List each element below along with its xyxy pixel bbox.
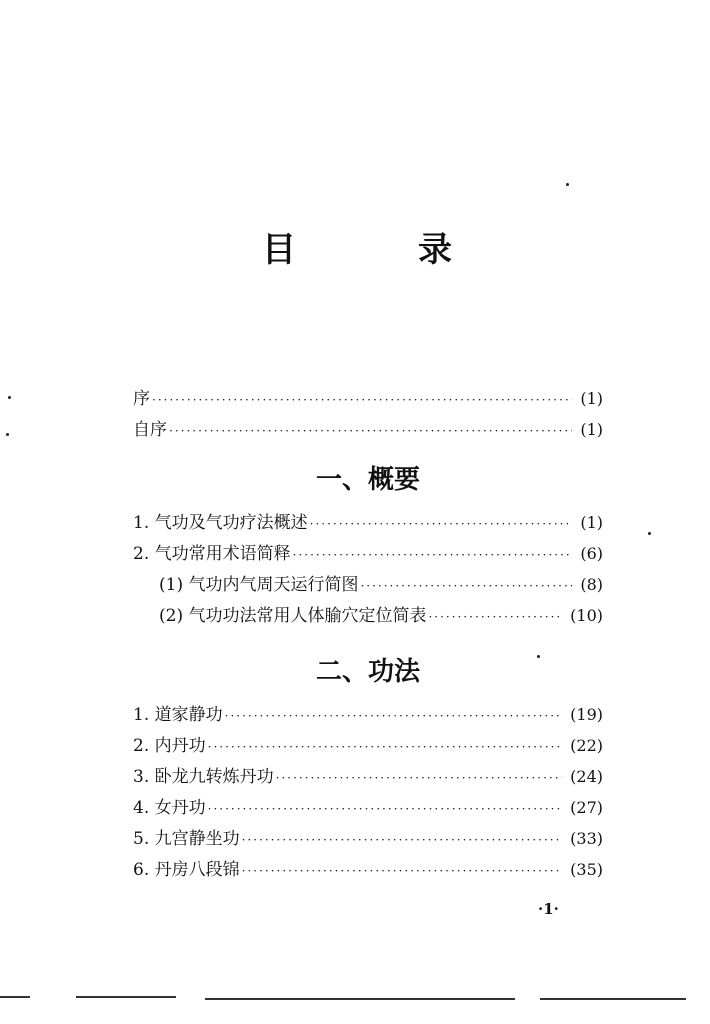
scan-edge-line	[540, 998, 686, 1000]
dot-leader	[225, 709, 563, 723]
toc-entry-label: (2) 气功功法常用人体腧穴定位简表	[159, 606, 427, 626]
toc-entry[interactable]	[133, 508, 603, 539]
scan-edge-line	[205, 998, 515, 1000]
toc-entry[interactable]	[133, 384, 603, 415]
toc-entry-label: 2. 内丹功	[133, 736, 206, 756]
toc-subentry[interactable]	[133, 601, 603, 632]
toc-entry[interactable]	[133, 415, 603, 446]
toc-entry[interactable]	[133, 824, 603, 855]
toc-entry-label: 3. 卧龙九转炼丹功	[133, 767, 274, 787]
toc-front-matter	[133, 384, 603, 446]
toc-entry-label: 1. 气功及气功疗法概述	[133, 513, 308, 533]
dot-leader	[276, 771, 563, 785]
toc-entry-page: (35)	[570, 860, 603, 879]
dot-leader	[169, 424, 572, 438]
toc-entry-label: 5. 九宫静坐功	[133, 829, 240, 849]
page-number: ·1·	[538, 900, 559, 918]
toc-entry-page: (19)	[570, 705, 603, 724]
toc-subentry[interactable]	[133, 570, 603, 601]
toc-entry[interactable]	[133, 793, 603, 824]
toc-entry-label: (1) 气功内气周天运行简图	[159, 575, 359, 595]
dot-leader	[242, 864, 563, 878]
toc-entry-label: 4. 女丹功	[133, 798, 206, 818]
scan-speck	[648, 532, 651, 535]
toc-entry[interactable]	[133, 731, 603, 762]
toc-entry[interactable]	[133, 855, 603, 886]
dot-leader	[428, 610, 562, 624]
section-heading: 一、概要	[315, 465, 420, 495]
scan-speck	[566, 183, 569, 186]
toc-entry-page: (24)	[570, 767, 603, 786]
toc-entry-page: (27)	[570, 798, 603, 817]
toc-entry[interactable]	[133, 700, 603, 731]
dot-leader	[208, 802, 563, 816]
toc-entry[interactable]	[133, 762, 603, 793]
dot-leader	[152, 393, 572, 407]
title-char-2: 录	[418, 230, 452, 270]
scan-edge-line	[0, 996, 30, 998]
toc-entry-page: (10)	[570, 606, 603, 625]
toc-entry[interactable]	[133, 539, 603, 570]
toc-entry-label: 6. 丹房八段锦	[133, 860, 240, 880]
toc-section-methods	[133, 644, 603, 886]
toc-entry-page: (1)	[580, 420, 603, 439]
scan-speck	[6, 433, 9, 436]
toc-section-overview	[133, 452, 603, 632]
scan-speck	[8, 396, 11, 399]
dot-leader	[293, 548, 573, 562]
toc-entry-label: 序	[133, 389, 150, 409]
toc-entry-label: 2. 气功常用术语简释	[133, 544, 291, 564]
toc-entry-page: (33)	[570, 829, 603, 848]
dot-leader	[310, 517, 573, 531]
toc-entry-page: (6)	[580, 544, 603, 563]
toc-entry-label: 1. 道家静功	[133, 705, 223, 725]
toc-entry-page: (1)	[580, 389, 603, 408]
scan-edge-line	[76, 996, 176, 998]
title-char-1: 目	[262, 230, 296, 270]
dot-leader	[208, 740, 563, 754]
toc-entry-page: (8)	[580, 575, 603, 594]
scan-speck	[537, 655, 540, 658]
dot-leader	[360, 579, 572, 593]
section-heading: 二、功法	[315, 657, 420, 687]
dot-leader	[242, 833, 563, 847]
page-title	[262, 222, 452, 271]
toc-entry-label: 自序	[133, 420, 167, 440]
toc-entry-page: (1)	[580, 513, 603, 532]
toc-entry-page: (22)	[570, 736, 603, 755]
